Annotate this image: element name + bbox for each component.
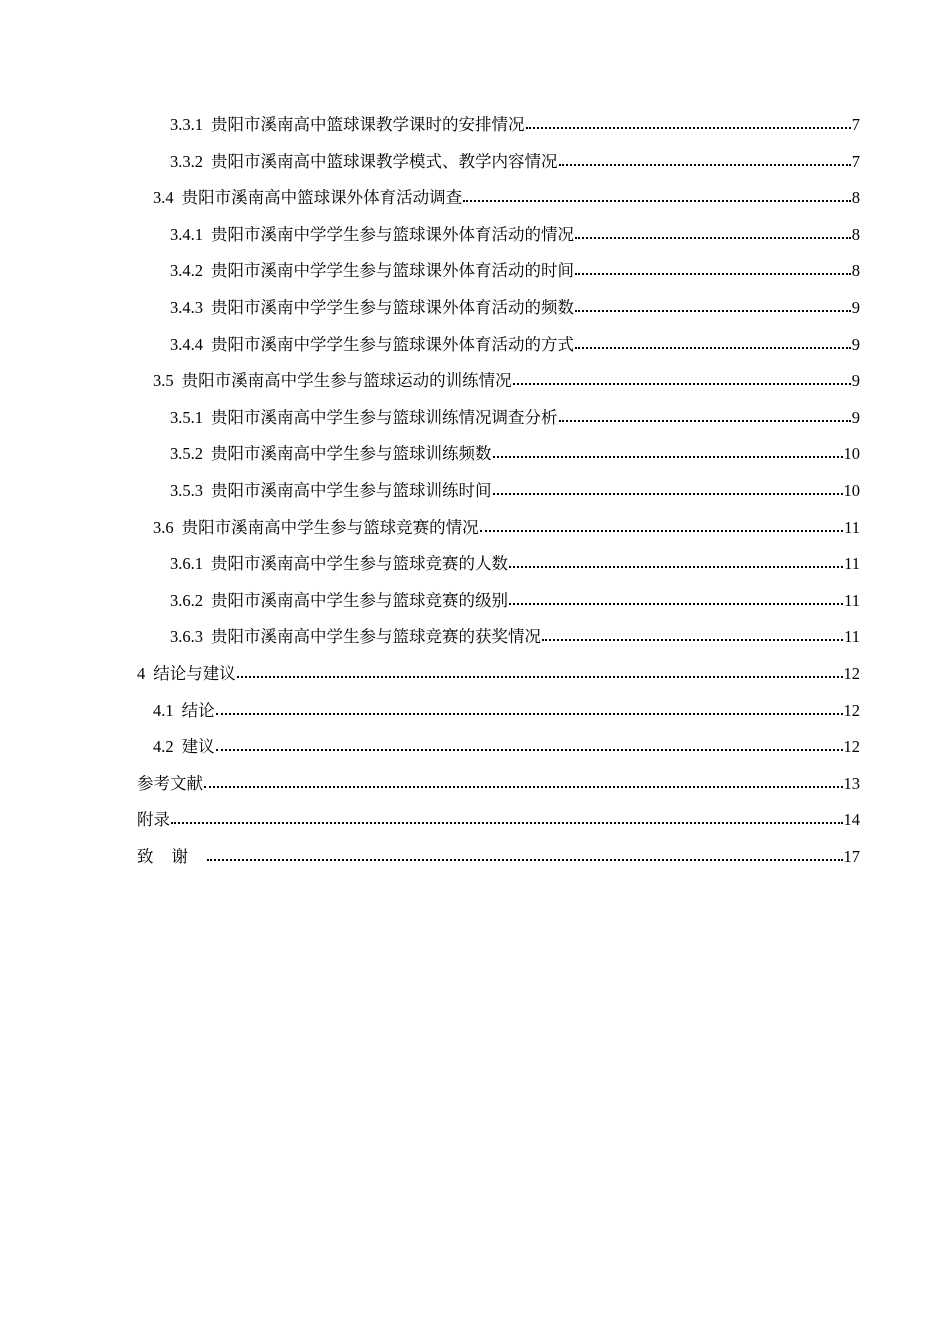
toc-entry-page: 11 bbox=[844, 554, 860, 574]
toc-entry[interactable] bbox=[0, 294, 860, 331]
toc-entry[interactable] bbox=[0, 587, 860, 624]
toc-dot-leader bbox=[542, 638, 843, 641]
toc-entry-number: 3.4 bbox=[153, 188, 174, 208]
toc-entry-page: 17 bbox=[843, 846, 860, 866]
toc-entry[interactable] bbox=[0, 148, 860, 185]
toc-entry[interactable] bbox=[0, 843, 860, 880]
toc-entry-number: 3.6 bbox=[153, 517, 174, 537]
toc-dot-leader bbox=[559, 419, 851, 422]
toc-dot-leader bbox=[480, 529, 843, 532]
toc-dot-leader bbox=[509, 602, 843, 605]
toc-dot-leader bbox=[216, 712, 843, 715]
toc-entry-title: 贵阳市溪南高中篮球课教学模式、教学内容情况 bbox=[211, 151, 558, 171]
toc-entry[interactable] bbox=[0, 404, 860, 441]
toc-entry-page: 7 bbox=[851, 151, 860, 171]
toc-entry-page: 11 bbox=[844, 517, 860, 537]
toc-entry[interactable] bbox=[0, 733, 860, 770]
toc-entry-page: 12 bbox=[843, 737, 860, 757]
toc-dot-leader bbox=[575, 346, 851, 349]
toc-dot-leader bbox=[513, 382, 851, 385]
toc-entry-title: 贵阳市溪南高中篮球课教学课时的安排情况 bbox=[211, 115, 525, 134]
toc-entry-page: 11 bbox=[844, 627, 860, 647]
toc-entry[interactable] bbox=[0, 623, 860, 660]
toc-entry-page: 8 bbox=[851, 224, 860, 244]
toc-entry-title: 致谢 bbox=[137, 846, 206, 866]
toc-entry[interactable] bbox=[0, 221, 860, 258]
toc-entry-number: 3.5 bbox=[153, 371, 174, 391]
toc-entry[interactable] bbox=[0, 331, 860, 368]
toc-dot-leader bbox=[526, 126, 851, 129]
toc-dot-leader bbox=[575, 272, 851, 275]
toc-dot-leader bbox=[207, 858, 843, 861]
toc-entry-number: 3.6.3 bbox=[170, 627, 203, 647]
toc-entry-title: 贵阳市溪南高中学生参与篮球竞赛的级别 bbox=[211, 590, 508, 610]
toc-entry-title: 结论与建议 bbox=[153, 663, 236, 683]
toc-entry-page: 10 bbox=[843, 444, 860, 464]
toc-entry[interactable] bbox=[0, 660, 860, 697]
toc-dot-leader bbox=[509, 565, 843, 568]
toc-entry-page: 13 bbox=[843, 773, 860, 793]
toc-entry-page: 9 bbox=[851, 371, 860, 391]
toc-entry[interactable] bbox=[0, 770, 860, 807]
toc-dot-leader bbox=[204, 785, 843, 788]
toc-entry-number: 3.4.1 bbox=[170, 224, 203, 244]
toc-entry-title: 参考文献 bbox=[137, 773, 203, 793]
toc-entry-number: 3.4.2 bbox=[170, 261, 203, 281]
toc-entry-page: 9 bbox=[851, 334, 860, 354]
toc-dot-leader bbox=[237, 675, 843, 678]
toc-entry-number: 3.6.1 bbox=[170, 554, 203, 574]
toc-entry-number: 4.1 bbox=[153, 700, 174, 720]
toc-entry[interactable] bbox=[0, 440, 860, 477]
toc-entry-page: 14 bbox=[843, 810, 860, 830]
toc-entry-title: 结论 bbox=[181, 700, 215, 720]
toc-entry-title: 贵阳市溪南中学学生参与篮球课外体育活动的时间 bbox=[211, 261, 574, 281]
toc-entry[interactable] bbox=[0, 477, 860, 514]
toc-entry-page: 8 bbox=[851, 188, 860, 208]
toc-entry-page: 12 bbox=[843, 700, 860, 720]
toc-entry-page: 10 bbox=[843, 480, 860, 500]
toc-dot-leader bbox=[575, 236, 851, 239]
toc-dot-leader bbox=[559, 163, 851, 166]
toc-entry-title: 贵阳市溪南高中学生参与篮球训练情况调查分析 bbox=[211, 407, 558, 427]
toc-entry-number: 4 bbox=[137, 663, 146, 683]
toc-dot-leader bbox=[463, 199, 851, 202]
toc-entry[interactable] bbox=[0, 184, 860, 221]
toc-entry-title: 贵阳市溪南高中学生参与篮球训练频数 bbox=[211, 444, 492, 464]
toc-entry[interactable] bbox=[0, 111, 860, 148]
toc-entry-number: 4.2 bbox=[153, 737, 174, 757]
toc-dot-leader bbox=[171, 821, 843, 824]
toc-entry-number: 3.5.3 bbox=[170, 480, 203, 500]
toc-entry-page: 9 bbox=[851, 297, 860, 317]
toc-entry-title: 贵阳市溪南中学学生参与篮球课外体育活动的情况 bbox=[211, 224, 574, 244]
toc-entry-title: 贵阳市溪南高中学生参与篮球竞赛的情况 bbox=[181, 517, 479, 537]
table-of-contents bbox=[0, 111, 950, 879]
toc-entry-title: 贵阳市溪南中学学生参与篮球课外体育活动的方式 bbox=[211, 334, 574, 354]
toc-entry-title: 贵阳市溪南高中学生参与篮球训练时间 bbox=[211, 480, 492, 500]
toc-dot-leader bbox=[493, 455, 843, 458]
toc-entry-page: 8 bbox=[851, 261, 860, 281]
toc-entry-page: 11 bbox=[844, 590, 860, 610]
toc-entry-title: 建议 bbox=[181, 737, 215, 757]
toc-entry-title: 贵阳市溪南高中学生参与篮球竞赛的获奖情况 bbox=[211, 627, 541, 647]
toc-entry-page: 12 bbox=[843, 663, 860, 683]
toc-entry-number: 3.3.1 bbox=[170, 115, 203, 134]
toc-entry-number: 3.4.4 bbox=[170, 334, 203, 354]
toc-entry-number: 3.5.1 bbox=[170, 407, 203, 427]
toc-dot-leader bbox=[575, 309, 851, 312]
toc-entry-number: 3.3.2 bbox=[170, 151, 203, 171]
toc-entry-page: 7 bbox=[851, 115, 860, 134]
toc-entry[interactable] bbox=[0, 514, 860, 551]
toc-entry-number: 3.4.3 bbox=[170, 297, 203, 317]
toc-dot-leader bbox=[493, 492, 843, 495]
toc-entry[interactable] bbox=[0, 697, 860, 734]
toc-entry[interactable] bbox=[0, 257, 860, 294]
toc-entry-title: 附录 bbox=[137, 810, 170, 830]
toc-entry-number: 3.5.2 bbox=[170, 444, 203, 464]
toc-entry-number: 3.6.2 bbox=[170, 590, 203, 610]
toc-dot-leader bbox=[216, 748, 843, 751]
toc-entry-title: 贵阳市溪南中学学生参与篮球课外体育活动的频数 bbox=[211, 297, 574, 317]
toc-entry-page: 9 bbox=[851, 407, 860, 427]
toc-entry-title: 贵阳市溪南高中学生参与篮球竞赛的人数 bbox=[211, 554, 508, 574]
toc-entry[interactable] bbox=[0, 806, 860, 843]
toc-entry[interactable] bbox=[0, 367, 860, 404]
toc-entry-title: 贵阳市溪南高中学生参与篮球运动的训练情况 bbox=[181, 371, 512, 391]
toc-entry[interactable] bbox=[0, 550, 860, 587]
toc-entry-title: 贵阳市溪南高中篮球课外体育活动调查 bbox=[181, 188, 463, 208]
